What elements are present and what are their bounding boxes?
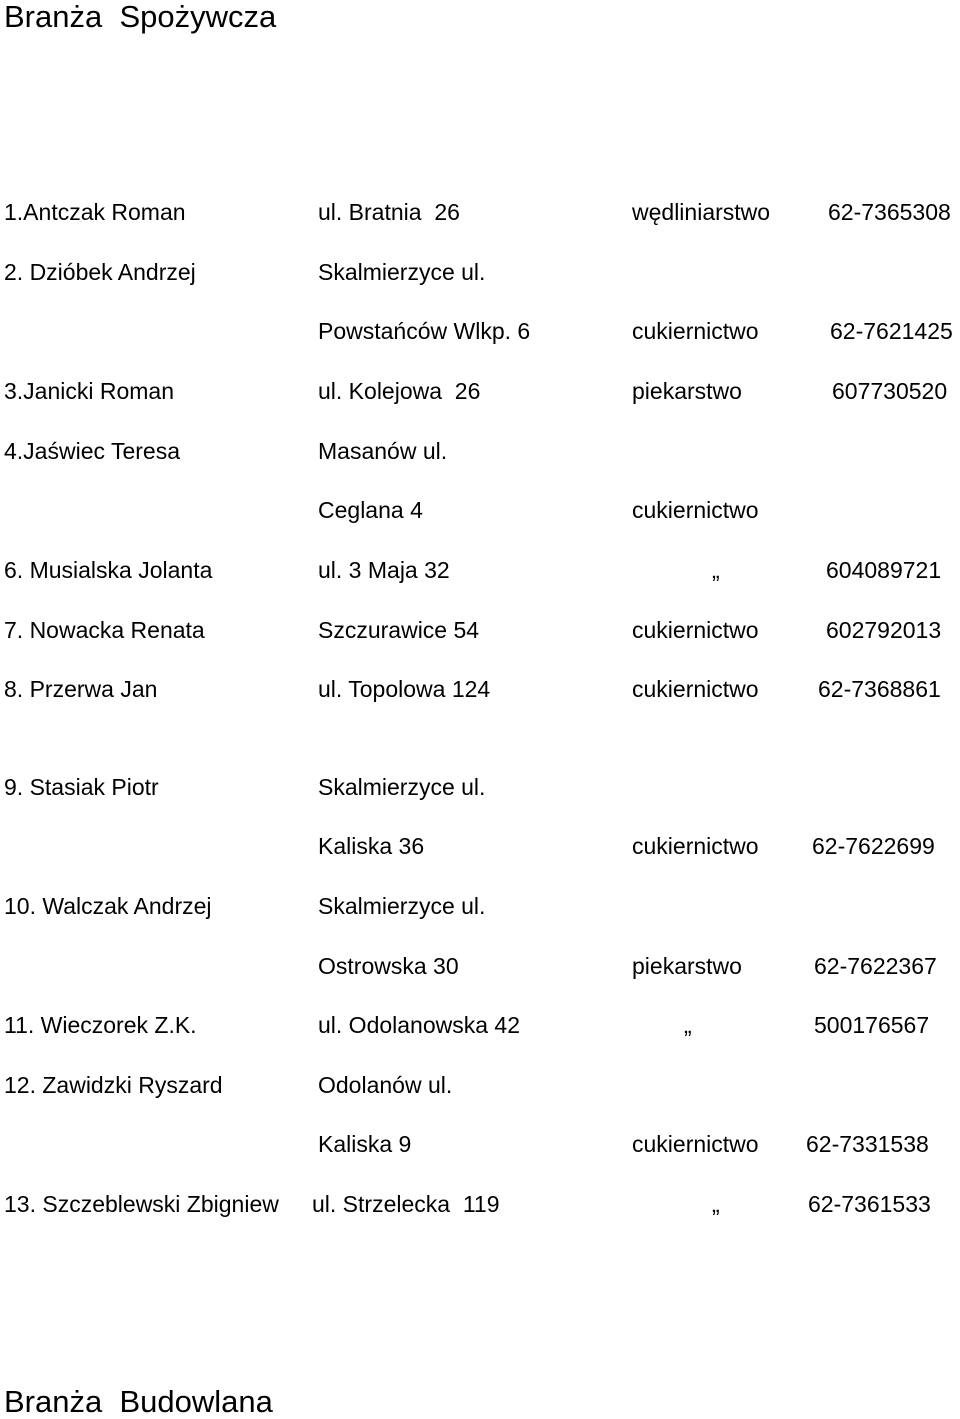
entry-address: Kaliska 9 xyxy=(318,1131,412,1157)
entry-phone: 62-7365308 xyxy=(828,199,951,225)
entry-trade: wędliniarstwo xyxy=(632,199,771,225)
entry-name: 2. Dzióbek Andrzej xyxy=(4,259,196,285)
entry-address: ul. 3 Maja 32 xyxy=(318,557,450,583)
entry-phone: 62-7622699 xyxy=(812,833,935,859)
entry-phone: 62-7621425 xyxy=(830,318,953,344)
entry-phone: 62-7368861 xyxy=(818,676,941,702)
entry-trade: cukiernictwo xyxy=(632,318,759,344)
entry-trade: cukiernictwo xyxy=(632,676,759,702)
entry-phone: 604089721 xyxy=(826,557,942,583)
entry-address: Ostrowska 30 xyxy=(318,953,459,979)
entry-address: Kaliska 36 xyxy=(318,833,425,859)
entry-name: 4.Jaświec Teresa xyxy=(4,438,180,464)
entry-address: Odolanów ul. xyxy=(318,1072,453,1098)
entry-address: Skalmierzyce ul. xyxy=(318,893,486,919)
entry-name: 1.Antczak Roman xyxy=(4,199,186,225)
entry-address: ul. Odolanowska 42 xyxy=(318,1012,521,1038)
entry-phone: 62-7622367 xyxy=(814,953,937,979)
entry-address: ul. Bratnia 26 xyxy=(318,199,460,225)
entry-name: 6. Musialska Jolanta xyxy=(4,557,213,583)
entry-trade: cukiernictwo xyxy=(632,833,759,859)
entry-name: 8. Przerwa Jan xyxy=(4,676,158,702)
section-title: Branża Spożywcza xyxy=(4,0,277,34)
entry-trade: piekarstwo xyxy=(632,953,742,979)
entry-address: Ceglana 4 xyxy=(318,497,423,523)
entry-name: 7. Nowacka Renata xyxy=(4,617,205,643)
entry-address: Skalmierzyce ul. xyxy=(318,774,486,800)
entry-address: Masanów ul. xyxy=(318,438,448,464)
entry-address: ul. Strzelecka 119 xyxy=(312,1191,500,1217)
entry-phone: 500176567 xyxy=(814,1012,930,1038)
entry-trade: cukiernictwo xyxy=(632,617,759,643)
entry-address: Skalmierzyce ul. xyxy=(318,259,486,285)
entry-address: Szczurawice 54 xyxy=(318,617,480,643)
entry-name: 11. Wieczorek Z.K. xyxy=(4,1012,197,1038)
entry-trade: „ xyxy=(684,1012,692,1038)
entry-name: 13. Szczeblewski Zbigniew xyxy=(4,1191,279,1217)
entry-name: 3.Janicki Roman xyxy=(4,378,175,404)
entry-address: Powstańców Wlkp. 6 xyxy=(318,318,531,344)
entry-trade: piekarstwo xyxy=(632,378,742,404)
entry-trade: „ xyxy=(712,557,720,583)
entry-trade: cukiernictwo xyxy=(632,1131,759,1157)
entry-name: 12. Zawidzki Ryszard xyxy=(4,1072,223,1098)
entry-address: ul. Topolowa 124 xyxy=(318,676,491,702)
entry-name: 9. Stasiak Piotr xyxy=(4,774,159,800)
entry-trade: „ xyxy=(712,1191,720,1217)
next-section-title: Branża Budowlana xyxy=(4,1384,273,1419)
entry-phone: 607730520 xyxy=(832,378,948,404)
entry-phone: 602792013 xyxy=(826,617,942,643)
entry-name: 10. Walczak Andrzej xyxy=(4,893,212,919)
entry-trade: cukiernictwo xyxy=(632,497,759,523)
entry-phone: 62-7331538 xyxy=(806,1131,929,1157)
entry-address: ul. Kolejowa 26 xyxy=(318,378,481,404)
entry-phone: 62-7361533 xyxy=(808,1191,931,1217)
